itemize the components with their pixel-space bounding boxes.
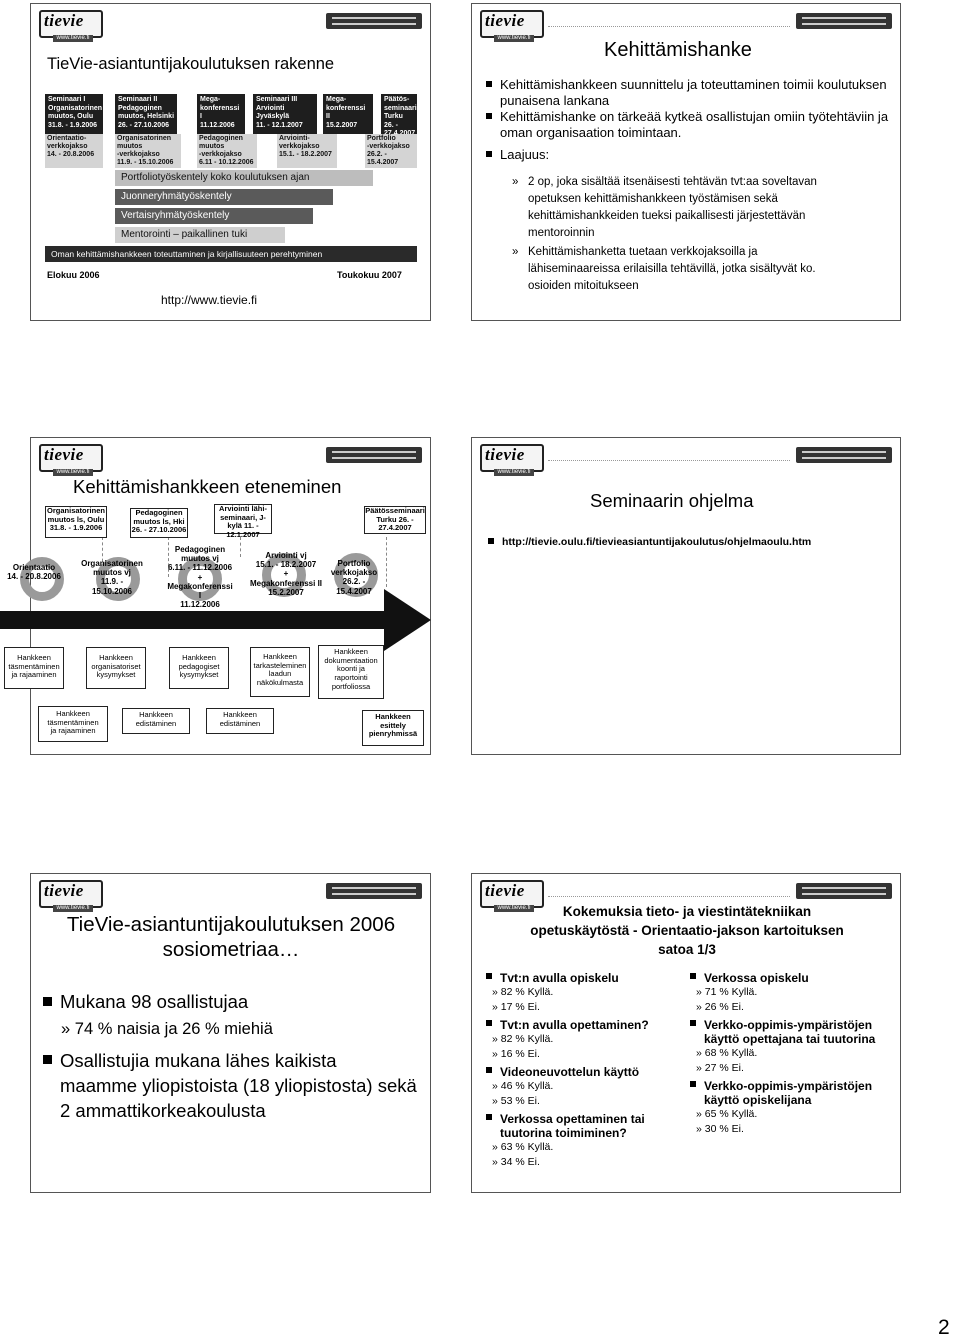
tievie-logo: tievie www.tievie.fi (39, 10, 101, 44)
survey-right-column (690, 971, 890, 1137)
survey-answer: » 65 % Kyllä. (696, 1108, 758, 1120)
survey-question: Tvt:n avulla opiskelu (486, 971, 686, 985)
timeline-arrow (0, 611, 385, 629)
task-box: Hankkeen dokumentaation koonti ja raportointi portfoliossa (318, 645, 384, 699)
activity-bar: Portfoliotyöskentely koko koulutuksen ajan (115, 170, 373, 186)
activity-bar: Juonneryhmätyöskentely (115, 189, 333, 205)
activity-bar: Oman kehittämishankkeen toteuttaminen ja kirjallisuuteen perehtyminen (45, 246, 417, 262)
online-period-box: Arviointi- verkkojakso 15.1. - 18.2.2007 (277, 134, 337, 168)
bullet-icon (43, 997, 52, 1006)
arrow-head (384, 589, 431, 651)
seminar-box: Seminaari III Arviointi Jyväskylä 11. - 12.1.2007 (253, 94, 317, 134)
survey-answer: » 30 % Ei. (696, 1123, 744, 1135)
survey-question: Verkossa opiskelu (690, 971, 890, 985)
slide-title: Kokemuksia tieto- ja viestintätekniikan opetuskäytöstä - Orientaatio-jakson kartoituksen satoa 1/3 (530, 904, 844, 957)
survey-answer: » 63 % Kyllä. (492, 1141, 554, 1153)
phase-label: Pedagoginen muutos vj 6.11. - 11.12.2006 + Megakonferenssi I 11.12.2006 (167, 545, 233, 610)
slide-kokemuksia (471, 873, 901, 1193)
bullet-icon (690, 1020, 696, 1026)
sub-item: » 74 % naisia ja 26 % miehiä (61, 1020, 273, 1038)
task-box: Hankkeen tarkasteleminen laadun näkökulmasta (250, 647, 310, 697)
bullet-list (486, 77, 891, 163)
task-box: Hankkeen organisatoriset kysymykset (86, 647, 146, 689)
slide-rakenne (30, 3, 431, 321)
slide-title: TieVie-asiantuntijakoulutuksen rakenne (47, 55, 335, 73)
survey-question: Tvt:n avulla opettaminen? (486, 1018, 686, 1032)
program-link-item (488, 536, 811, 548)
task-box: Hankkeen täsmentäminen ja rajaaminen (38, 706, 108, 742)
milestone-box: Arviointi lähi- seminaari, J-kylä 11. - 12.1.2007 (214, 504, 272, 534)
survey-question: Videoneuvottelun käyttö (486, 1065, 686, 1079)
list-item: Kehittämishankkeen suunnittelu ja toteuttaminen toimii koulutuksen punaisena lankana (486, 77, 891, 109)
survey-question: Verkossa opettaminen tai tuutorina toimiminen? (486, 1112, 686, 1140)
sub-item: » Kehittämishanketta tuetaan verkkojaksoilla ja lähiseminaareissa erilaisilla tehtävillä, jotka sisältyvät ko. osioiden mitoitukseen (512, 246, 816, 292)
survey-question: Verkko-oppimis-ympäristöjen käyttö opettajana tai tuutorina (690, 1018, 890, 1046)
tievie-logo: tievie www.tievie.fi (39, 444, 101, 478)
task-box: Hankkeen edistäminen (122, 708, 190, 734)
slide-title: Kehittämishankkeen eteneminen (73, 476, 342, 497)
seminar-box: Seminaari II Pedagoginen muutos, Helsinki 26. - 27.10.2006 (115, 94, 177, 134)
survey-answer: » 34 % Ei. (492, 1156, 540, 1168)
slide-title: TieVie-asiantuntijakoulutuksen 2006 sosiometriaa… (66, 913, 396, 961)
phase-label: Organisatorinen muutos vj 11.9. - 15.10.2006 (81, 559, 143, 596)
tievie-logo: tievie www.tievie.fi (480, 444, 542, 478)
online-period-box: Orientaatio- verkkojakso 14. - 20.8.2006 (45, 134, 103, 168)
progress-diagram (0, 497, 431, 752)
survey-answer: » 16 % Ei. (492, 1048, 540, 1060)
partner-banner (796, 13, 892, 29)
bullet-icon (486, 1067, 492, 1073)
survey-answer: » 53 % Ei. (492, 1095, 540, 1107)
phase-label: Portfolio verkkojakso 26.2. - 15.4.2007 (330, 559, 378, 596)
survey-answer: » 17 % Ei. (492, 1001, 540, 1013)
task-box: Hankkeen täsmentäminen ja rajaaminen (4, 647, 64, 689)
survey-answer: » 27 % Ei. (696, 1062, 744, 1074)
phase-label: Arviointi vj 15.1. - 18.2.2007 + Megakonferenssi II 15.2.2007 (249, 551, 323, 597)
survey-answer: » 46 % Kyllä. (492, 1080, 554, 1092)
bullet-item: Osallistujia mukana lähes kaikista maamme yliopistoista (18 yliopistosta) sekä 2 ammattikorkeakoulusta (43, 1048, 418, 1123)
milestone-box: Pedagoginen muutos ls, Hki 26. - 27.10.2006 (130, 508, 188, 538)
slide-title: Seminaarin ohjelma (590, 490, 754, 511)
tievie-logo: tievie www.tievie.fi (480, 880, 542, 914)
list-item: Laajuus: (486, 147, 891, 163)
activity-bar: Vertaisryhmätyöskentely (115, 208, 313, 224)
program-link[interactable]: http://tievie.oulu.fi/tievieasiantuntijakoulutus/ohjelmaoulu.htm (502, 536, 812, 548)
timeline-end: Toukokuu 2007 (337, 270, 402, 280)
partner-banner (796, 883, 892, 899)
list-item: Kehittämishanke on tärkeää kytkeä osallistujan omiin työtehtäviin ja oman organisaation toimintaan. (486, 109, 891, 141)
seminar-box: Mega- konferenssi II 15.2.2007 (323, 94, 373, 134)
slide-seminaarin-ohjelma (471, 437, 901, 755)
partner-banner (326, 883, 422, 899)
slide-sosiometriaa (30, 873, 431, 1193)
task-box: Hankkeen esittely pienryhmissä (362, 710, 424, 746)
survey-answer: » 26 % Ei. (696, 1001, 744, 1013)
slide-title: Kehittämishanke (604, 39, 752, 61)
bullet-icon (488, 538, 494, 544)
sub-list (512, 174, 852, 295)
seminar-box: Mega- konferenssi I 11.12.2006 (197, 94, 245, 134)
partner-banner (326, 447, 422, 463)
structure-diagram (45, 94, 417, 289)
bullet-icon (690, 973, 696, 979)
seminar-box: Päätös- seminaari Turku 26. - 27.4.2007 (381, 94, 417, 134)
phase-label: Orientaatio 14. - 20.8.2006 (7, 563, 61, 582)
bullet-item: Mukana 98 osallistujaa (43, 991, 248, 1013)
task-box: Hankkeen pedagogiset kysymykset (169, 647, 229, 689)
activity-bar: Mentorointi – paikallinen tuki (115, 227, 285, 243)
bullet-icon (486, 1114, 492, 1120)
tievie-link[interactable]: http://www.tievie.fi (161, 293, 258, 307)
tievie-logo: tievie www.tievie.fi (480, 10, 542, 44)
survey-answer: » 71 % Kyllä. (696, 986, 758, 998)
online-period-box: Pedagoginen muutos -verkkojakso 6.11 - 10.12.2006 (197, 134, 257, 168)
page-number: 2 (938, 1316, 950, 1339)
milestone-box: Organisatorinen muutos ls, Oulu 31.8. - 1.9.2006 (45, 506, 107, 538)
task-box: Hankkeen edistäminen (206, 708, 274, 734)
online-period-box: Organisatorinen muutos -verkkojakso 11.9. - 15.10.2006 (115, 134, 181, 168)
timeline-start: Elokuu 2006 (47, 270, 100, 280)
bullet-icon (43, 1055, 52, 1064)
partner-banner (326, 13, 422, 29)
bullet-icon (486, 973, 492, 979)
sub-item: » 2 op, joka sisältää itsenäisesti tehtävän tvt:aa soveltavan opetuksen kehittämishankkeen työstämisen sekä kehittämishankkeiden tueksi paikallisesti järjestettävän mentoroinnin (512, 176, 817, 239)
survey-answer: » 82 % Kyllä. (492, 1033, 554, 1045)
survey-left-column (486, 971, 686, 1170)
survey-answer: » 82 % Kyllä. (492, 986, 554, 998)
milestone-box: Päätösseminaari Turku 26. - 27.4.2007 (365, 506, 425, 533)
survey-answer: » 68 % Kyllä. (696, 1047, 758, 1059)
online-period-box: Portfolio -verkkojakso 26.2. - 15.4.2007 (365, 134, 417, 168)
partner-banner (796, 447, 892, 463)
slide-kehittamishanke (471, 3, 901, 321)
tievie-logo: tievie www.tievie.fi (39, 880, 101, 914)
bullet-icon (690, 1081, 696, 1087)
seminar-box: Seminaari I Organisatorinen muutos, Oulu 31.8. - 1.9.2006 (45, 94, 103, 134)
bullet-icon (486, 1020, 492, 1026)
survey-question: Verkko-oppimis-ympäristöjen käyttö opiskelijana (690, 1079, 890, 1107)
